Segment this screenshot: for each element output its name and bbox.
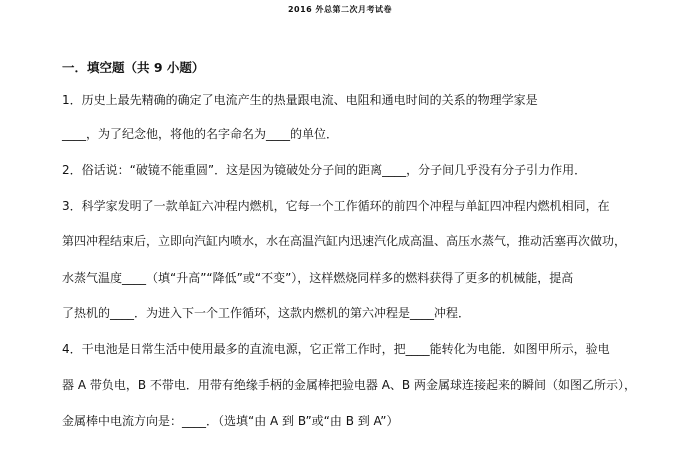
question-text-line: 器 A 带负电，B 不带电．用带有绝缘手柄的金属棒把验电器 A、B 两金属球连接起来的瞬间（如图乙所示）， bbox=[62, 378, 636, 392]
question-text-line: ____，为了纪念他，将他的名字命名为____的单位． bbox=[62, 127, 339, 141]
question-text-line: 1．历史上最先精确的确定了电流产生的热量跟电流、电阻和通电时间的关系的物理学家是 bbox=[62, 93, 538, 107]
question-text-line: 4．干电池是日常生活中使用最多的直流电源，它正常工作时，把____能转化为电能．如图甲所示，验电 bbox=[62, 342, 610, 356]
question-text-line: 了热机的____．为进入下一个工作循环，这款内燃机的第六冲程是____冲程． bbox=[62, 306, 471, 320]
question-text-line: 3．科学家发明了一款单缸六冲程内燃机，它每一个工作循环的前四个冲程与单缸四冲程内燃机相同，在 bbox=[62, 199, 610, 213]
question-text-line: 金属棒中电流方向是：____．（选填“由 A 到 B”或“由 B 到 A”） bbox=[62, 414, 399, 428]
section-heading: 一．填空题（共 9 小题） bbox=[62, 60, 205, 75]
question-text-line: 水蒸气温度____（填“升高”“降低”或“不变”），这样燃烧同样多的燃料获得了更多的机械能，提高 bbox=[62, 271, 574, 285]
question-text-line: 2．俗话说：“破镜不能重圆”．这是因为镜破处分子间的距离____，分子间几乎没有分子引力作用． bbox=[62, 163, 587, 177]
exam-title: 2016 外总第二次月考试卷 bbox=[287, 5, 393, 14]
question-text-line: 第四冲程结束后，立即向汽缸内喷水，水在高温汽缸内迅速汽化成高温、高压水蒸气，推动活塞再次做功， bbox=[62, 234, 627, 248]
